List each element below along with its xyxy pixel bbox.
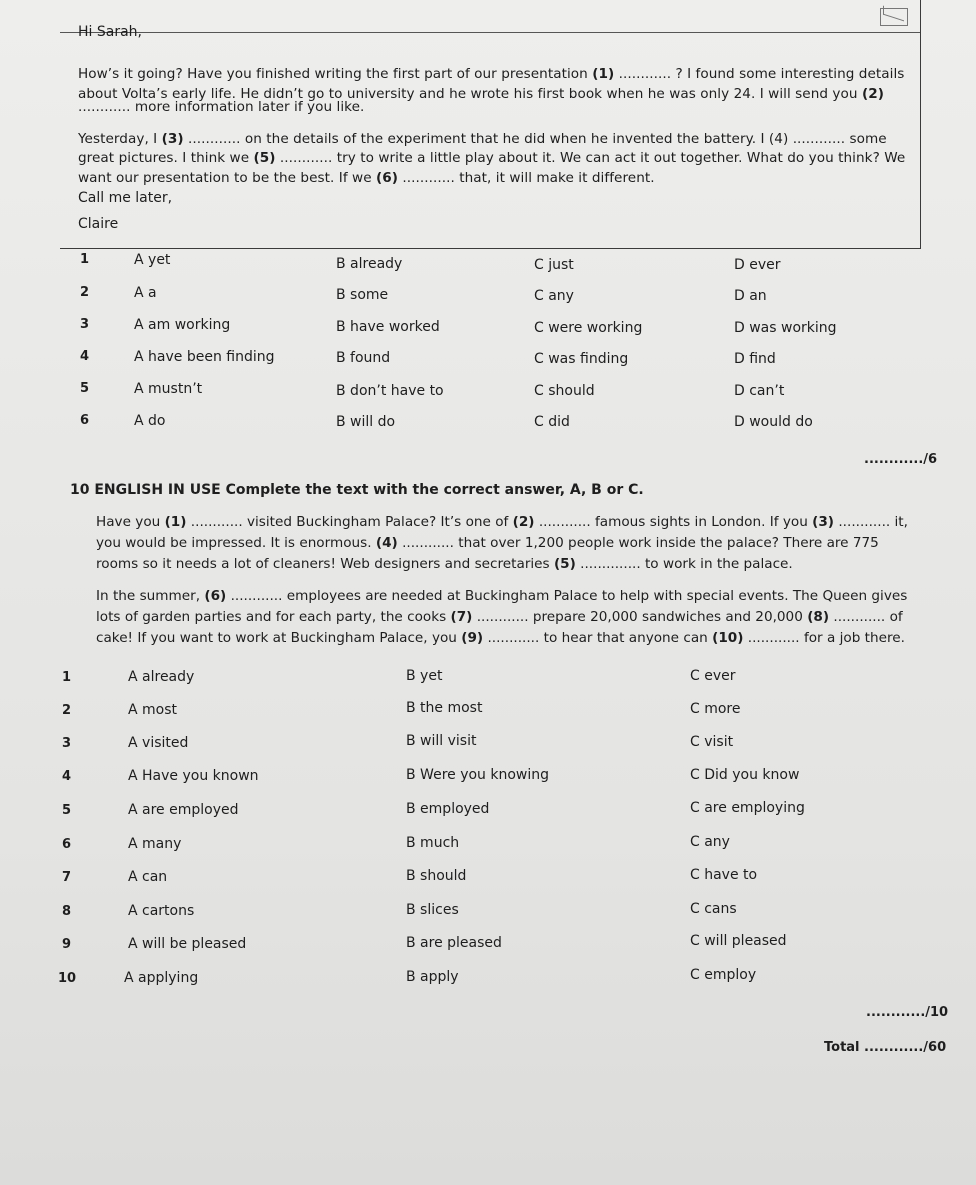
email-greeting: Hi Sarah, <box>78 24 142 40</box>
question-number: 1 <box>62 670 72 685</box>
option-c[interactable]: C just <box>534 257 574 273</box>
question-number: 7 <box>62 870 72 885</box>
option-c[interactable]: C any <box>534 288 574 304</box>
s10-para1-line3: rooms so it needs a lot of cleaners! Web designers and secretaries (5) .............. to work in the palace. <box>96 556 793 572</box>
email-closing: Call me later, <box>78 190 173 206</box>
option-a[interactable]: A mustn’t <box>134 381 203 397</box>
option-a[interactable]: A yet <box>134 252 171 268</box>
option-c[interactable]: C will pleased <box>690 933 787 949</box>
section10-heading: 10 ENGLISH IN USE Complete the text with the correct answer, A, B or C. <box>70 482 644 498</box>
question-number: 10 <box>58 971 77 986</box>
total-value: ............/60 <box>864 1040 947 1055</box>
option-a[interactable]: A cartons <box>128 903 195 919</box>
question-number: 3 <box>80 317 90 332</box>
option-a[interactable]: A most <box>128 702 178 718</box>
option-b[interactable]: B some <box>336 287 389 303</box>
option-a[interactable]: A a <box>134 285 157 301</box>
s10-para2-line3: cake! If you want to work at Buckingham Palace, you (9) ............ to hear that anyone can (10) ............ for a job there. <box>96 630 905 646</box>
option-a[interactable]: A can <box>128 869 168 885</box>
option-b[interactable]: B already <box>336 256 403 272</box>
email-signature: Claire <box>78 216 119 232</box>
option-b[interactable]: B employed <box>406 801 490 817</box>
option-c[interactable]: C cans <box>690 901 737 917</box>
option-c[interactable]: C are employing <box>690 800 805 816</box>
question-number: 6 <box>62 837 72 852</box>
option-d[interactable]: D find <box>734 351 776 367</box>
email-line-5: great pictures. I think we (5) ............ try to write a little play about it. We can act it out together. What do you think? We <box>78 150 906 166</box>
option-a[interactable]: A am working <box>134 317 231 333</box>
option-b[interactable]: B will do <box>336 414 396 430</box>
option-b[interactable]: B are pleased <box>406 935 502 951</box>
option-b[interactable]: B found <box>336 350 391 366</box>
question-number: 2 <box>62 703 72 718</box>
option-b[interactable]: B have worked <box>336 319 440 335</box>
option-d[interactable]: D was working <box>734 320 837 336</box>
option-c[interactable]: C did <box>534 414 570 430</box>
option-a[interactable]: A are employed <box>128 802 239 818</box>
option-c[interactable]: C ever <box>690 668 736 684</box>
question-number: 9 <box>62 937 72 952</box>
option-d[interactable]: D would do <box>734 414 813 430</box>
email-line-6: want our presentation to be the best. If we (6) ............ that, it will make it different. <box>78 170 655 186</box>
email-line-4: Yesterday, I (3) ............ on the details of the experiment that he did when he invented the battery. I (4) ............ some <box>78 131 887 147</box>
option-a[interactable]: A have been finding <box>134 349 275 365</box>
total-label: Total <box>824 1040 860 1055</box>
section1-score: ............/6 <box>864 452 938 467</box>
option-c[interactable]: C any <box>690 834 730 850</box>
option-c[interactable]: C Did you know <box>690 767 800 783</box>
option-c[interactable]: C more <box>690 701 741 717</box>
option-a[interactable]: A applying <box>124 970 199 986</box>
option-b[interactable]: B apply <box>406 969 459 985</box>
option-a[interactable]: A already <box>128 669 195 685</box>
question-number: 5 <box>80 381 90 396</box>
option-b[interactable]: B Were you knowing <box>406 767 550 783</box>
option-c[interactable]: C were working <box>534 320 643 336</box>
option-b[interactable]: B the most <box>406 700 483 716</box>
question-number: 4 <box>62 769 72 784</box>
option-c[interactable]: C have to <box>690 867 758 883</box>
option-b[interactable]: B much <box>406 835 460 851</box>
email-line-1: How’s it going? Have you finished writing the first part of our presentation (1) ............ ? I found some interesting details <box>78 66 905 82</box>
section10-score: ............/10 <box>866 1005 949 1020</box>
question-number: 3 <box>62 736 72 751</box>
s10-para1-line2: you would be impressed. It is enormous. (4) ............ that over 1,200 people work inside the palace? There are 775 <box>96 535 879 551</box>
question-number: 4 <box>80 349 90 364</box>
email-box <box>60 0 921 249</box>
email-line-3: ............ more information later if you like. <box>78 99 365 115</box>
email-divider <box>60 32 920 33</box>
option-c[interactable]: C employ <box>690 967 757 983</box>
option-a[interactable]: A will be pleased <box>128 936 247 952</box>
s10-para2-line2: lots of garden parties and for each party, the cooks (7) ............ prepare 20,000 sandwiches and 20,000 (8) ............ of <box>96 609 903 625</box>
envelope-icon <box>880 8 908 26</box>
option-a[interactable]: A visited <box>128 735 189 751</box>
option-b[interactable]: B slices <box>406 902 459 918</box>
option-a[interactable]: A many <box>128 836 182 852</box>
option-a[interactable]: A Have you known <box>128 768 259 784</box>
option-c[interactable]: C should <box>534 383 595 399</box>
option-d[interactable]: D an <box>734 288 767 304</box>
option-a[interactable]: A do <box>134 413 166 429</box>
question-number: 2 <box>80 285 90 300</box>
option-c[interactable]: C visit <box>690 734 734 750</box>
s10-para1-line1: Have you (1) ............ visited Buckingham Palace? It’s one of (2) ............ famous sights in London. If you (3) ............ it, <box>96 514 908 530</box>
total-score <box>824 1040 946 1055</box>
option-d[interactable]: D can’t <box>734 383 785 399</box>
s10-para2-line1: In the summer, (6) ............ employees are needed at Buckingham Palace to help with special events. The Queen gives <box>96 588 908 604</box>
question-number: 1 <box>80 252 90 267</box>
option-b[interactable]: B will visit <box>406 733 477 749</box>
option-d[interactable]: D ever <box>734 257 781 273</box>
question-number: 5 <box>62 803 72 818</box>
option-c[interactable]: C was finding <box>534 351 629 367</box>
question-number: 6 <box>80 413 90 428</box>
option-b[interactable]: B don’t have to <box>336 383 444 399</box>
option-b[interactable]: B should <box>406 868 467 884</box>
email-line-2: about Volta’s early life. He didn’t go to university and he wrote his first book when he was only 24. I will send you (2) <box>78 86 884 102</box>
question-number: 8 <box>62 904 72 919</box>
option-b[interactable]: B yet <box>406 668 443 684</box>
